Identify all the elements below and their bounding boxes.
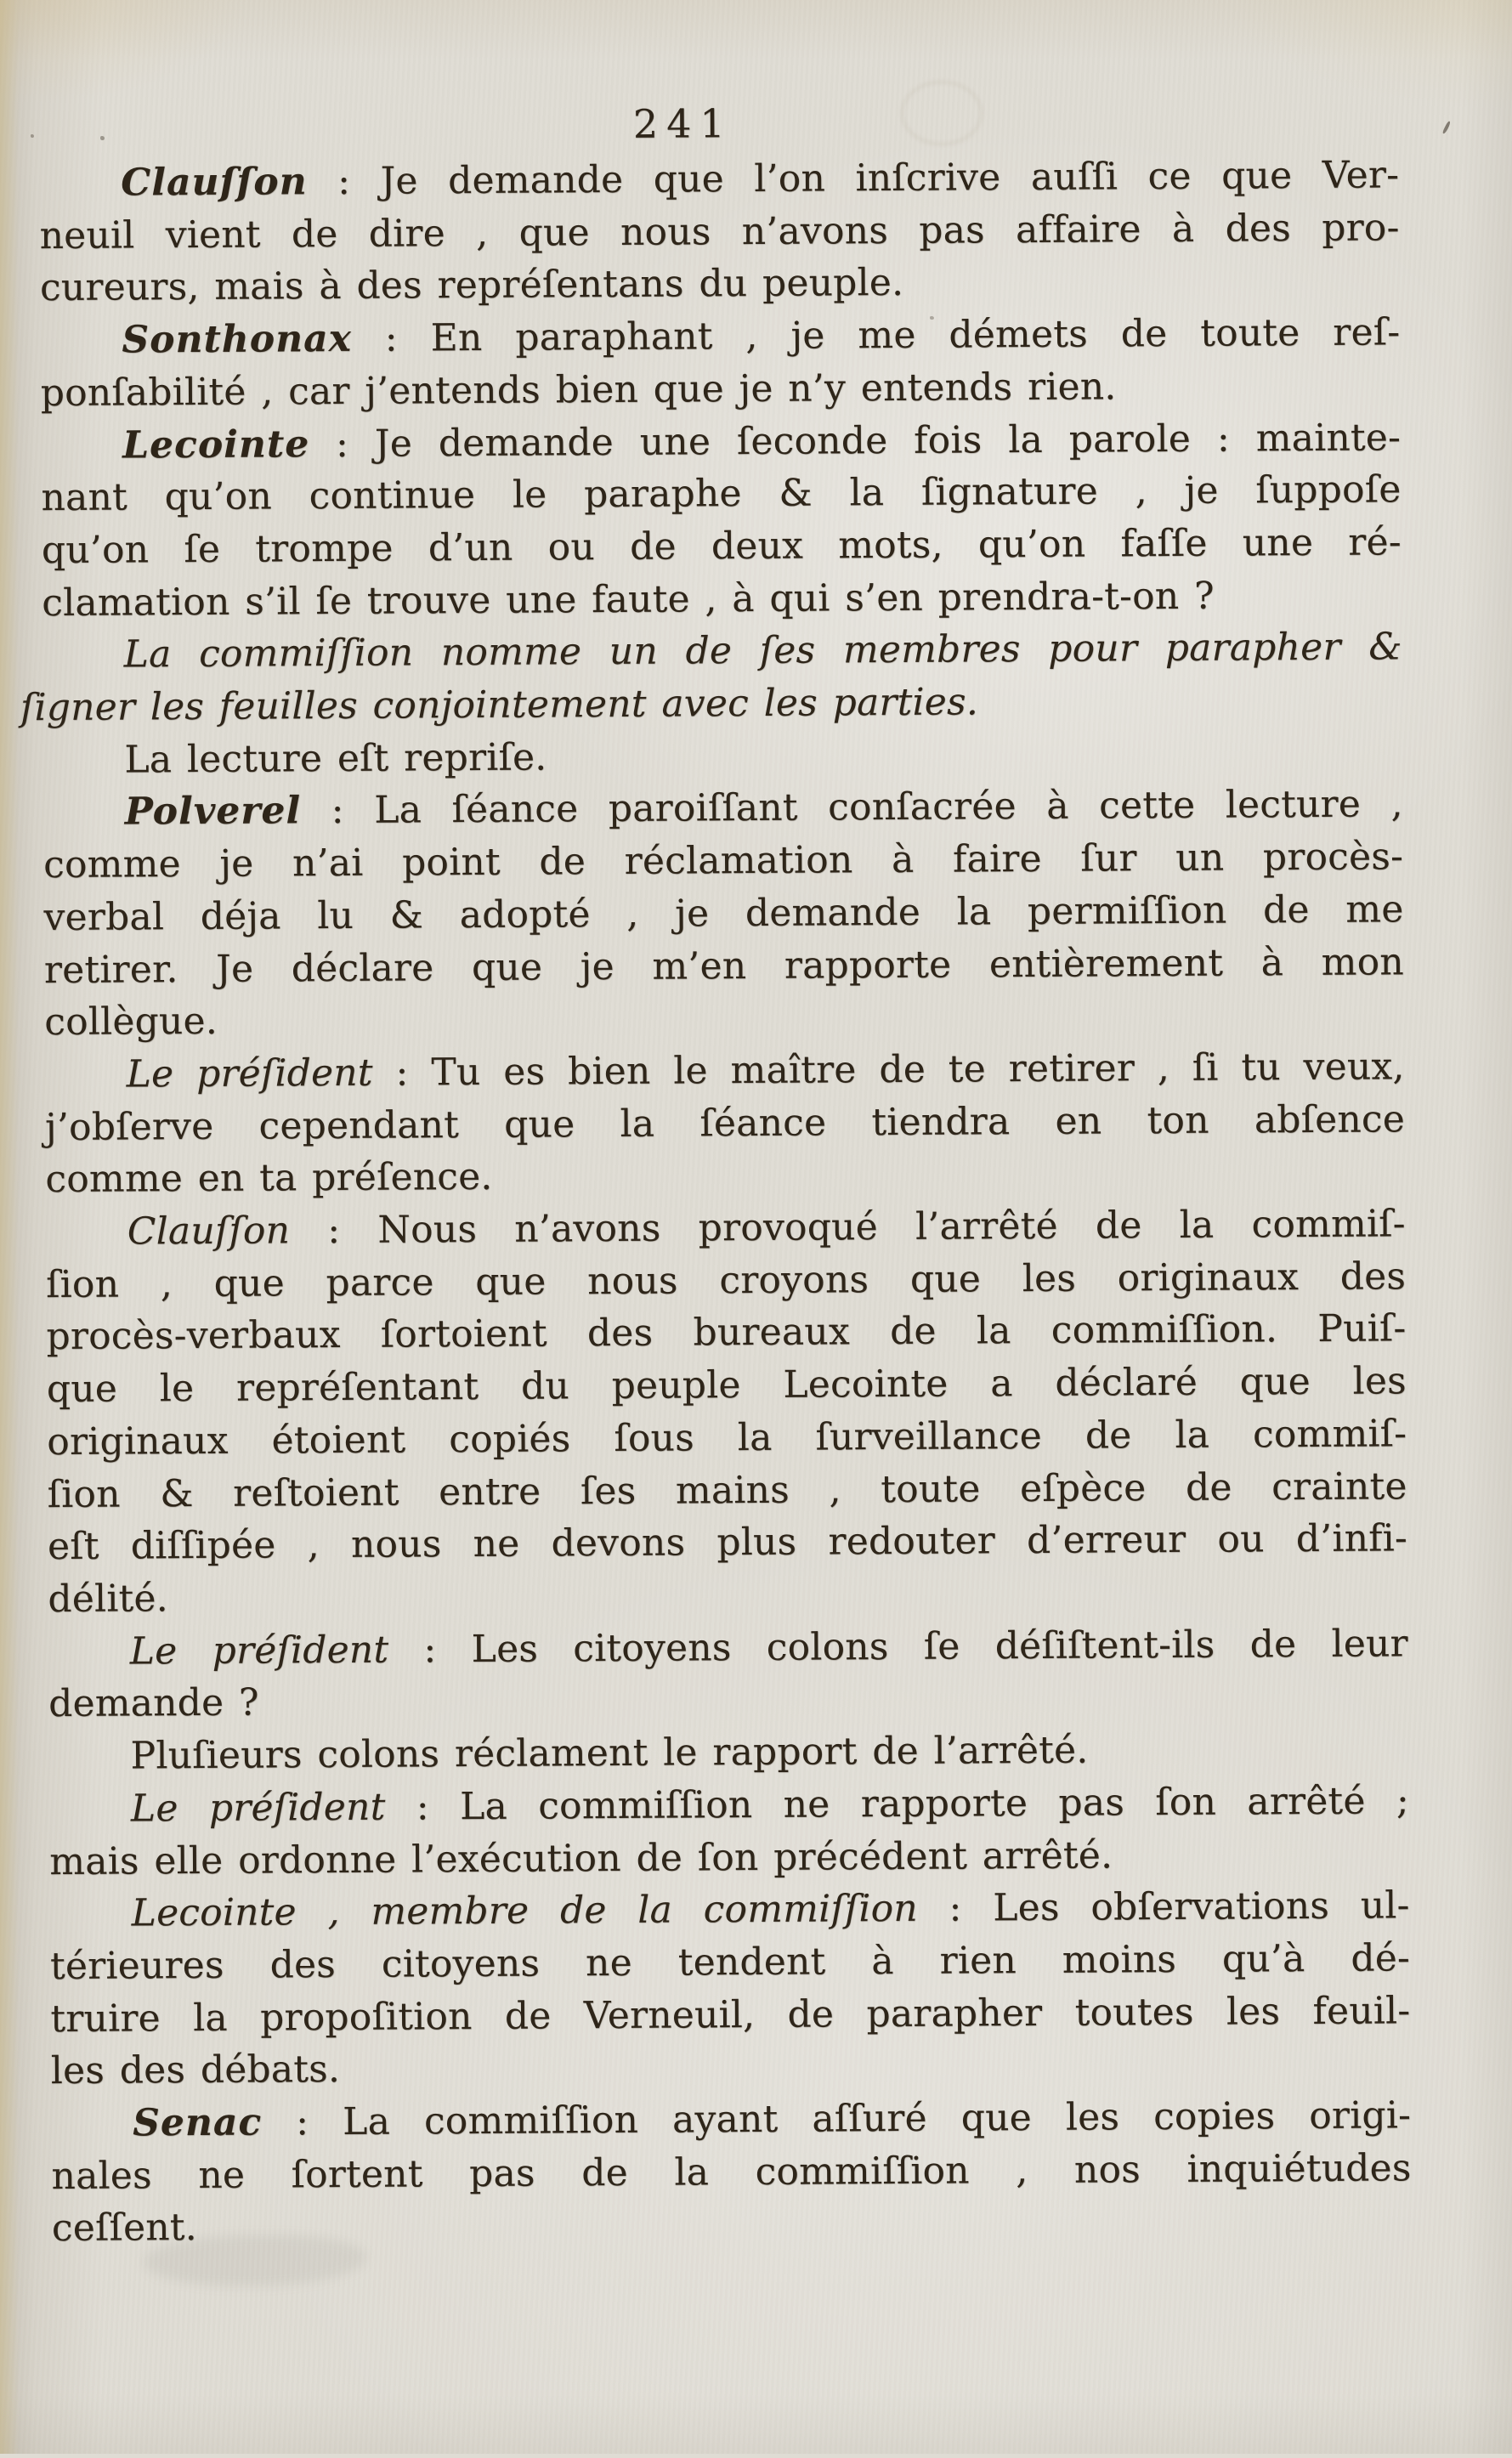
text-line xyxy=(44,1040,1404,1101)
speaker-name: Clauſſon xyxy=(121,160,308,205)
text-line xyxy=(46,1198,1406,1258)
text-line xyxy=(48,1670,1408,1730)
line-text: délité. xyxy=(48,1577,169,1622)
text-line xyxy=(49,1827,1409,1888)
line-text: : Je demande que l’on inſcrive auſſi ce que Ver- xyxy=(307,153,1400,204)
text-line xyxy=(42,516,1402,576)
text-line xyxy=(44,936,1404,996)
text-line xyxy=(42,569,1402,629)
line-text: qu’on ſe trompe d’un ou de deux mots, qu’on faſſe une ré- xyxy=(41,520,1402,573)
ink-speck xyxy=(31,134,34,138)
line-text: : Les citoyens colons ſe déſiſtent-ils de leur xyxy=(388,1622,1408,1672)
line-text: collègue. xyxy=(44,1000,218,1045)
speaker-name: Sonthonax xyxy=(122,317,353,362)
line-text: verbal déja lu & adopté , je demande la permiſſion de me xyxy=(43,887,1404,939)
line-text: ponſabilité , car j’entends bien que je n’y entends rien. xyxy=(40,365,1117,415)
text-line xyxy=(42,726,1402,786)
text-line xyxy=(40,254,1400,314)
line-text: truire la propoſition de Verneuil, de parapher toutes les feuil- xyxy=(50,1988,1411,2041)
line-text: cureurs, mais à des repréſentans du peuple. xyxy=(39,261,904,310)
text-line xyxy=(47,1460,1407,1521)
line-text: originaux étoient copiés ſous la ſurveillance de la commiſ- xyxy=(47,1412,1407,1464)
text-line xyxy=(39,201,1399,262)
line-text: : La commiſſion ne rapporte pas ſon arrêté ; xyxy=(385,1779,1410,1829)
text-line xyxy=(50,1985,1410,2045)
line-text: retirer. Je déclare que je m’en rapporte entièrement à mon xyxy=(43,939,1405,992)
line-text: nant qu’on continue le paraphe & la ſignature , je ſuppoſe xyxy=(41,467,1402,520)
text-block xyxy=(20,149,1412,2255)
page-number: 241 xyxy=(632,100,733,147)
line-text: : La commiſſion ayant aſſuré que les copies origi- xyxy=(262,2093,1412,2144)
line-text: que le repréſentant du peuple Lecointe a déclaré que les xyxy=(46,1359,1407,1412)
text-line xyxy=(20,673,1402,733)
text-line xyxy=(42,621,1402,682)
text-line xyxy=(39,149,1399,209)
line-text: clamation s’il ſe trouve une faute , à qui s’en prendra-t-on ? xyxy=(42,574,1215,625)
text-line xyxy=(51,2037,1411,2098)
line-text: j’obſerve cependant que la ſéance tiendra en ton abſence xyxy=(44,1096,1406,1149)
speaker-name: Le préſident xyxy=(130,1785,386,1831)
text-line xyxy=(48,1565,1407,1625)
line-text: La lecture eſt repriſe. xyxy=(124,735,547,782)
text-line xyxy=(50,1932,1410,1992)
speaker-name: Le préſident xyxy=(126,1051,373,1096)
speaker-name: Lecointe xyxy=(122,422,310,467)
text-line xyxy=(51,2089,1411,2149)
text-line xyxy=(43,883,1403,943)
speaker-name: Clauſſon xyxy=(127,1209,291,1254)
text-line xyxy=(43,779,1403,839)
text-line xyxy=(41,359,1401,419)
ink-speck xyxy=(930,316,934,320)
line-text: comme en ta préſence. xyxy=(45,1155,493,1202)
line-text: neuil vient de dire , que nous n’avons pas affaire à des pro- xyxy=(39,206,1400,258)
text-line xyxy=(49,1775,1409,1835)
speaker-name: Le préſident xyxy=(129,1628,389,1674)
text-line xyxy=(41,411,1401,472)
speaker-name: Polverel xyxy=(124,789,302,834)
text-line xyxy=(45,1146,1405,1206)
text-line xyxy=(48,1722,1408,1782)
line-text: ſion & reſtoient entre ſes mains , toute eſpèce de crainte xyxy=(47,1464,1407,1516)
line-text: : Les obſervations ul- xyxy=(917,1883,1410,1931)
speaker-name: ſigner les feuilles conjointement avec les parties. xyxy=(20,680,979,730)
speaker-name: Senac xyxy=(133,2100,263,2145)
text-line xyxy=(49,1880,1409,1940)
text-line xyxy=(48,1513,1407,1573)
line-text: : Je demande une ſeconde fois la parole : mainte- xyxy=(309,415,1402,466)
text-line xyxy=(47,1356,1407,1416)
line-text: : La ſéance paroiſſant conſacrée à cette lecture , xyxy=(301,782,1403,833)
line-text: eſt diſſipée , nous ne devons plus redouter d’erreur ou d’infi- xyxy=(47,1516,1408,1569)
line-text: térieures des citoyens ne tendent à rien moins qu’à dé- xyxy=(49,1936,1411,1989)
text-line xyxy=(43,830,1403,891)
text-line xyxy=(51,2142,1411,2202)
paper-ring-stain xyxy=(901,81,983,145)
text-line xyxy=(48,1617,1408,1678)
ink-speck xyxy=(100,136,105,140)
line-text: : Nous n’avons provoqué l’arrêté de la commiſ- xyxy=(289,1202,1406,1253)
speaker-name: Lecointe , membre de la commiſſion xyxy=(131,1887,918,1935)
line-text: procès-verbaux ſortoient des bureaux de la commiſſion. Puiſ- xyxy=(46,1306,1407,1359)
line-text: ceſſent. xyxy=(51,2206,198,2251)
line-text: demande ? xyxy=(48,1680,259,1726)
speaker-name: La commiſſion nomme un de ſes membres pour parapher & xyxy=(123,625,1402,677)
text-line xyxy=(46,1303,1406,1363)
line-text: les des débats. xyxy=(50,2047,341,2093)
text-line xyxy=(46,1250,1406,1311)
text-line xyxy=(45,1093,1405,1153)
line-text: mais elle ordonne l’exécution de ſon précédent arrêté. xyxy=(49,1832,1113,1883)
line-text: ſion , que parce que nous croyons que les originaux des xyxy=(46,1254,1407,1306)
line-text: comme je n’ai point de réclamation à faire ſur un procès- xyxy=(42,835,1404,887)
line-text: Pluſieurs colons réclament le rapport de l’arrêté. xyxy=(130,1728,1089,1778)
text-line xyxy=(41,464,1401,524)
text-line xyxy=(47,1407,1407,1468)
line-text: : Tu es bien le maître de te retirer , ſi tu veux, xyxy=(372,1045,1405,1095)
line-text: : En paraphant , je me démets de toute reſ- xyxy=(351,310,1401,361)
line-text: nales ne ſortent pas de la commiſſion , nos inquiétudes xyxy=(51,2146,1412,2198)
text-line xyxy=(40,306,1400,366)
text-line xyxy=(44,988,1404,1049)
